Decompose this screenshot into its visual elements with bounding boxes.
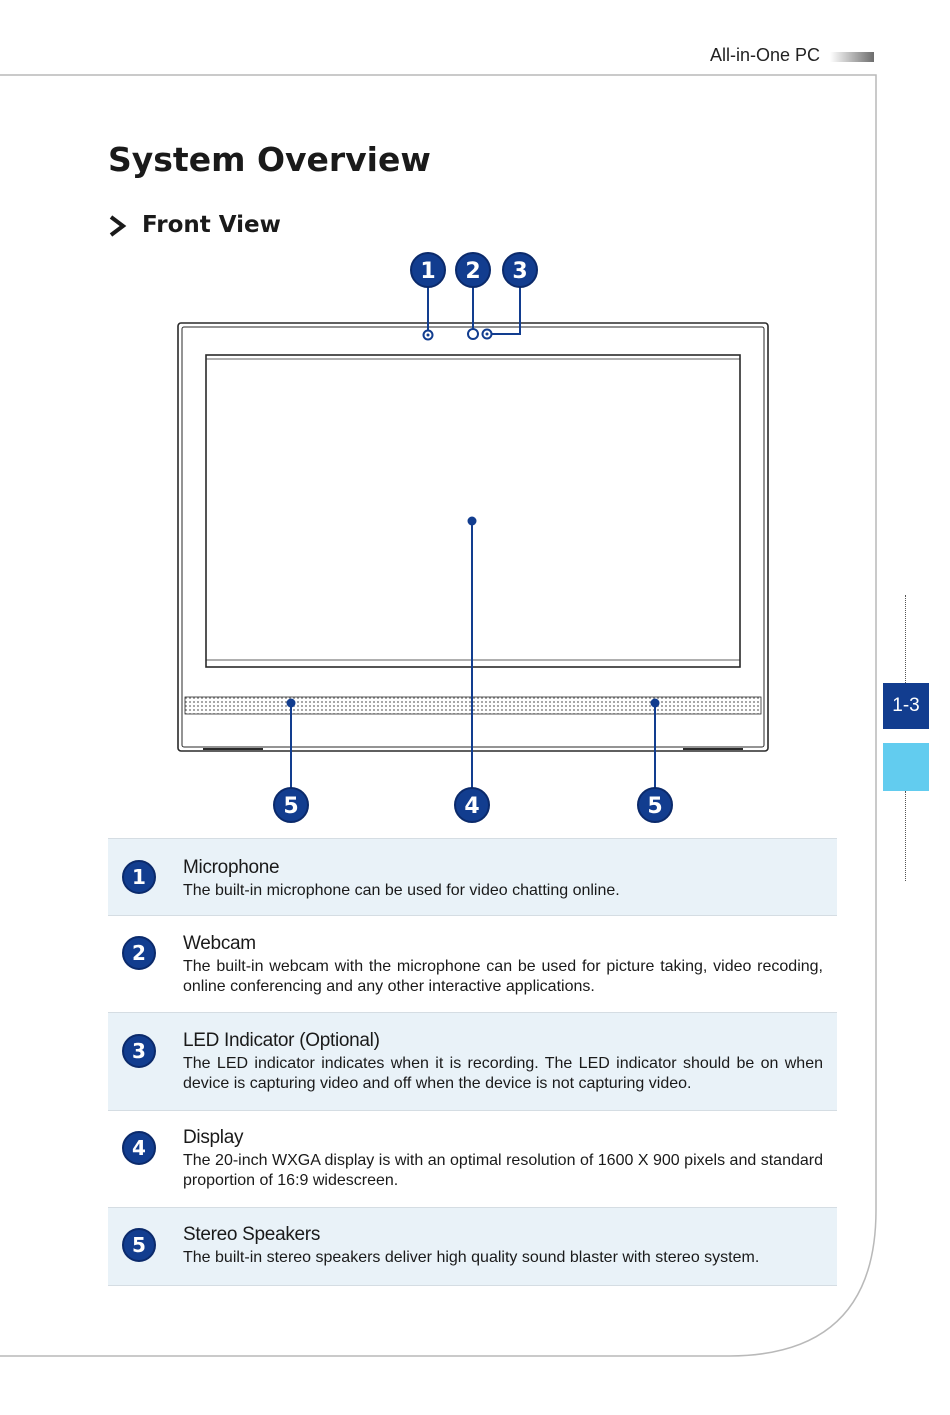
page-title: System Overview: [108, 140, 431, 179]
component-table: [108, 838, 837, 1286]
row-title: LED Indicator (Optional): [183, 1030, 380, 1051]
table-row: [108, 1013, 837, 1111]
speaker-left-marker: [287, 699, 296, 708]
display-marker: [468, 517, 477, 526]
callout-3: [503, 253, 537, 287]
callout-2: [456, 253, 490, 287]
row-description: The LED indicator indicates when it is recording. The LED indicator should be on when device is capturing video and off when the device is not capturing video.: [183, 1055, 823, 1092]
chapter-color-block: [883, 743, 929, 791]
side-dotted-line-bottom: [905, 791, 906, 881]
section-title: Front View: [142, 212, 281, 238]
table-row: [108, 838, 837, 916]
table-row: [108, 1111, 837, 1208]
callout-4: [455, 788, 489, 822]
row-number-badge: 5: [122, 1228, 156, 1262]
svg-text:5: 5: [647, 794, 663, 819]
row-number-badge: 1: [122, 860, 156, 894]
row-title: Microphone: [183, 857, 280, 878]
callout-5-left: [274, 788, 308, 822]
row-number-badge: 4: [122, 1131, 156, 1165]
callout-1: [411, 253, 445, 287]
svg-text:1: 1: [420, 259, 436, 284]
table-row: [108, 916, 837, 1013]
row-description: The built-in microphone can be used for video chatting online.: [183, 882, 620, 899]
row-title: Webcam: [183, 933, 256, 954]
svg-text:5: 5: [283, 794, 299, 819]
row-description: The built-in webcam with the microphone can be used for picture taking, video recoding, online conferencing and any other interactive applications.: [183, 958, 823, 995]
callout-5-right: [638, 788, 672, 822]
table-row: [108, 1208, 837, 1286]
row-number-badge: 2: [122, 936, 156, 970]
svg-text:3: 3: [512, 259, 528, 284]
speaker-right-marker: [651, 699, 660, 708]
row-number-badge: 3: [122, 1034, 156, 1068]
row-title: Display: [183, 1127, 244, 1148]
svg-text:2: 2: [465, 259, 481, 284]
row-description: The built-in stereo speakers deliver high quality sound blaster with stereo system.: [183, 1249, 760, 1266]
row-title: Stereo Speakers: [183, 1224, 321, 1245]
side-dotted-line-top: [905, 595, 906, 683]
page-number-tab: 1-3: [883, 683, 929, 729]
svg-text:4: 4: [464, 794, 480, 819]
row-description: The 20-inch WXGA display is with an optimal resolution of 1600 X 900 pixels and standard proportion of 16:9 widescreen.: [183, 1152, 823, 1189]
header-product-name: All-in-One PC: [709, 45, 820, 65]
